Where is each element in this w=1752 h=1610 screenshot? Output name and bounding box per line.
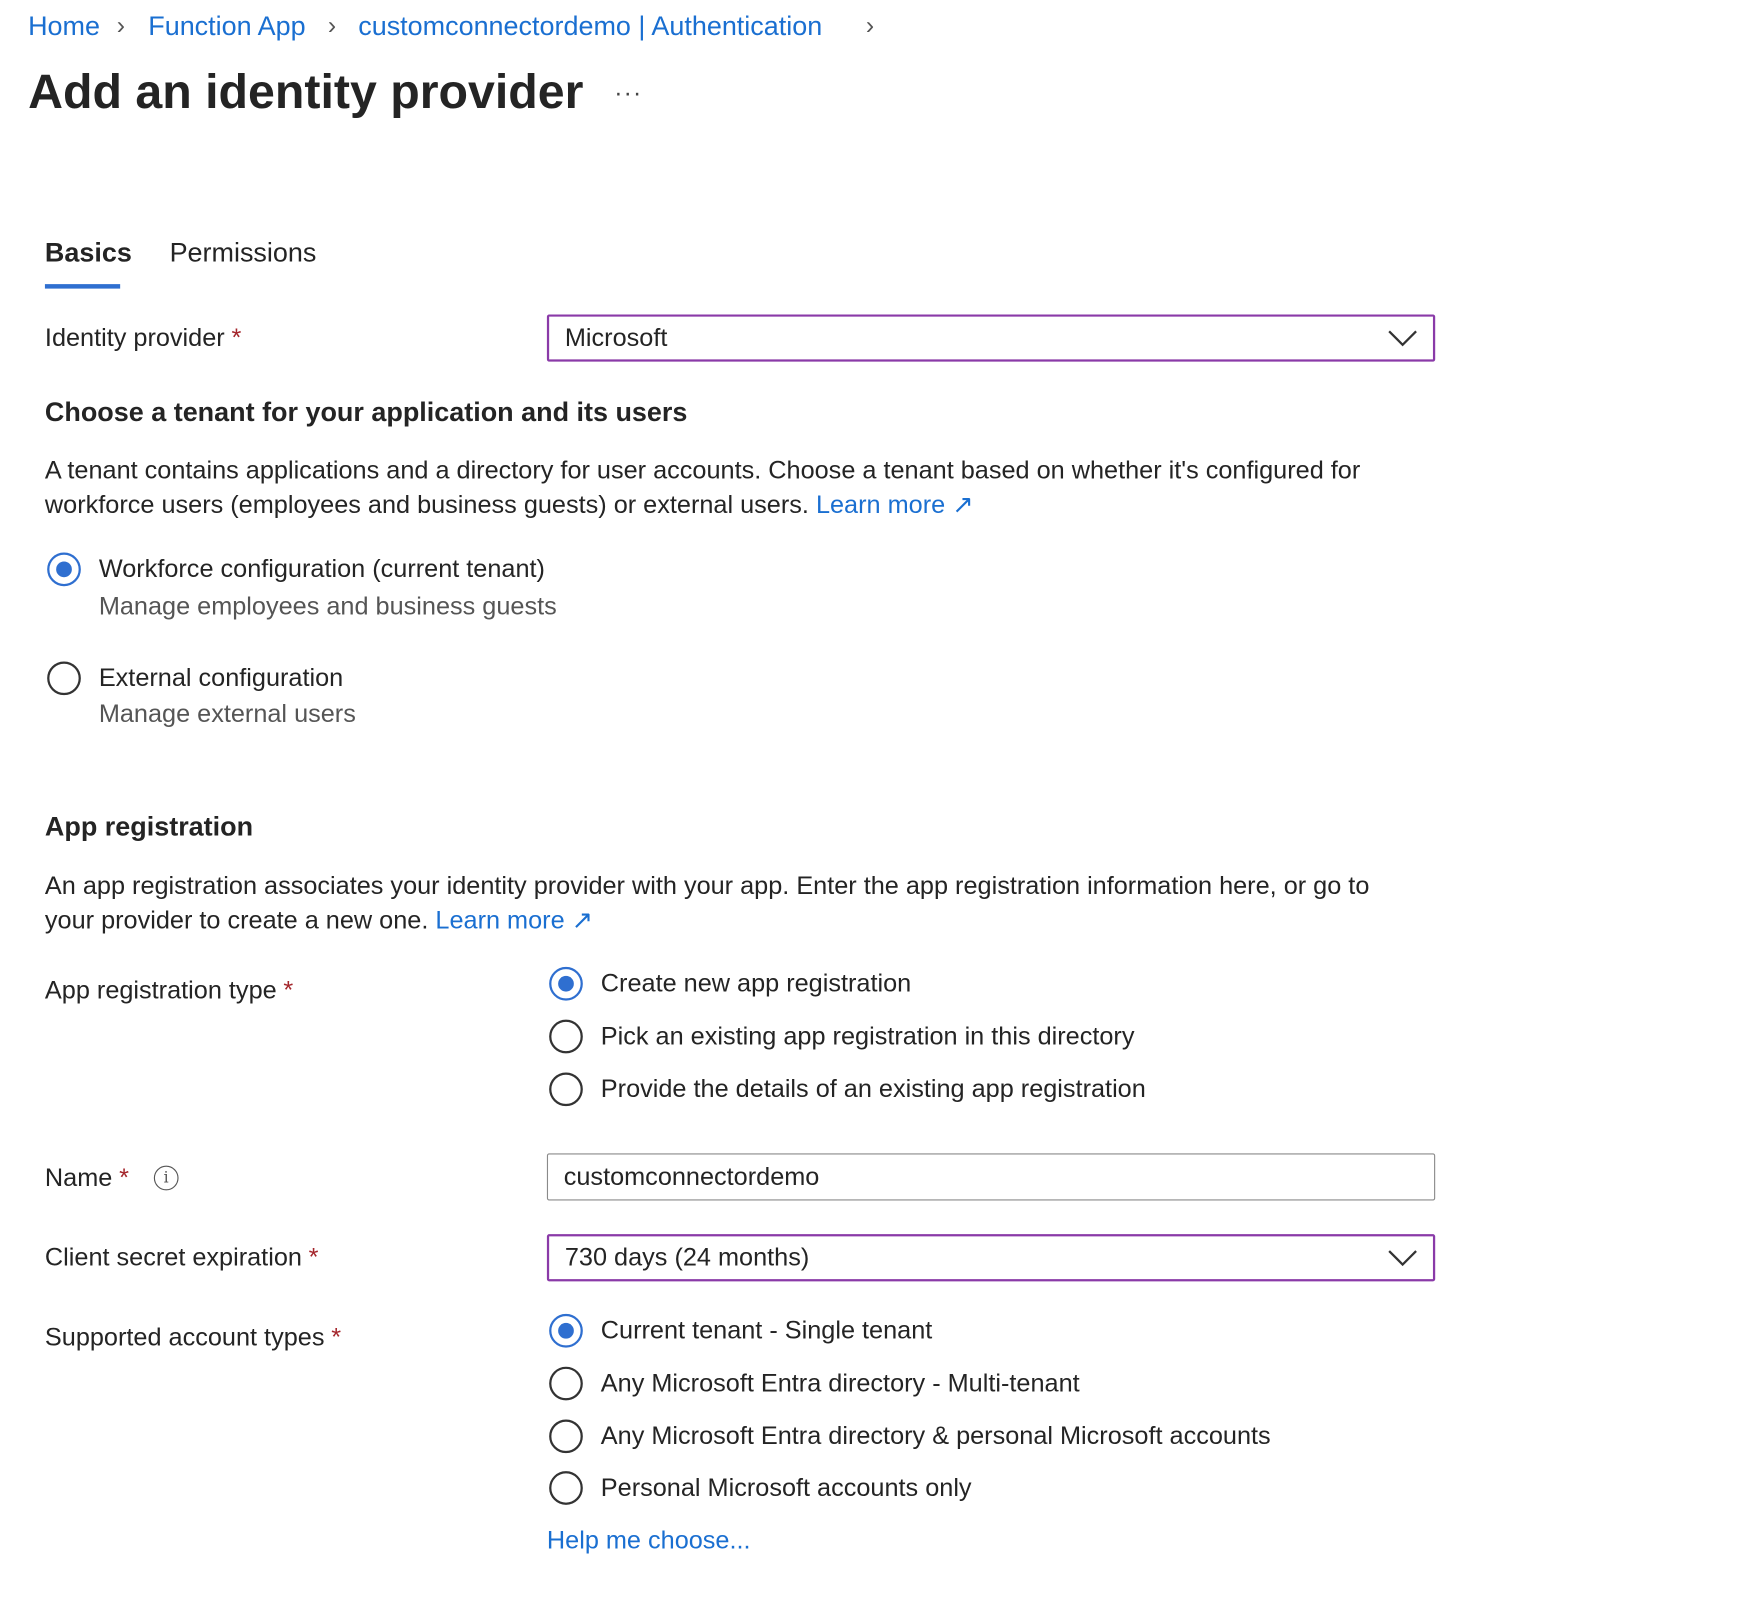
- radio-sublabel: Manage employees and business guests: [98, 591, 557, 620]
- radio-label: Workforce configuration (current tenant): [98, 554, 545, 583]
- radio-provide-details[interactable]: [549, 1072, 583, 1106]
- radio-label: External configuration: [98, 663, 344, 692]
- radio-label: Create new app registration: [600, 969, 912, 998]
- label-text: Client secret expiration: [44, 1243, 302, 1272]
- radio-create-new[interactable]: [549, 967, 583, 1001]
- app-registration-description: [45, 868, 1369, 938]
- desc-text: your provider to create a new one.: [44, 906, 429, 935]
- chevron-right-icon: ›: [116, 11, 126, 40]
- radio-label: Any Microsoft Entra directory & personal Microsoft accounts: [600, 1421, 1271, 1450]
- breadcrumb-function-app[interactable]: Function App: [148, 11, 306, 42]
- desc-line: A tenant contains applications and a directory for user accounts. Choose a tenant based on whether it's configured for: [44, 455, 1361, 485]
- radio-multi-tenant-personal[interactable]: [549, 1419, 583, 1453]
- radio-label: Pick an existing app registration in this directory: [600, 1021, 1135, 1051]
- page-title: Add an identity provider: [28, 65, 584, 120]
- tab-permissions[interactable]: Permissions: [169, 238, 317, 269]
- name-label: [45, 1163, 129, 1192]
- desc-text: workforce users (employees and business guests) or external users.: [44, 490, 809, 519]
- app-registration-heading: App registration: [44, 811, 254, 843]
- learn-more-text: Learn more: [815, 490, 946, 519]
- input-value: customconnectordemo: [563, 1162, 820, 1191]
- dropdown-value: 730 days (24 months): [564, 1243, 810, 1272]
- chevron-right-icon: ›: [327, 11, 337, 40]
- required-marker: *: [308, 1243, 319, 1272]
- learn-more-text: Learn more: [435, 906, 565, 935]
- radio-personal-only[interactable]: [549, 1471, 583, 1505]
- external-link-icon: ↗: [952, 490, 974, 519]
- external-link-icon: ↗: [571, 906, 593, 935]
- identity-provider-dropdown[interactable]: [547, 314, 1435, 361]
- breadcrumb-home[interactable]: Home: [28, 11, 100, 42]
- radio-workforce[interactable]: [47, 553, 81, 587]
- radio-multi-tenant[interactable]: [549, 1367, 583, 1401]
- desc-line: [45, 487, 1360, 522]
- radio-sublabel: Manage external users: [98, 699, 356, 728]
- radio-single-tenant[interactable]: [549, 1314, 583, 1348]
- label-text: Name: [44, 1163, 113, 1192]
- required-marker: *: [331, 1322, 342, 1351]
- label-text: Identity provider: [44, 323, 225, 352]
- label-text: Supported account types: [44, 1322, 325, 1351]
- radio-label: Personal Microsoft accounts only: [600, 1473, 972, 1502]
- chevron-down-icon: [1388, 1249, 1417, 1267]
- tab-selected-indicator: [45, 284, 120, 288]
- tenant-heading: Choose a tenant for your application and its users: [44, 397, 688, 428]
- dropdown-value: Microsoft: [564, 323, 668, 352]
- breadcrumb-authentication[interactable]: customconnectordemo | Authentication: [358, 11, 823, 42]
- account-types-label: [45, 1323, 341, 1352]
- more-options-icon[interactable]: ···: [614, 78, 643, 107]
- chevron-right-icon: ›: [865, 11, 875, 40]
- identity-provider-label: [45, 323, 241, 352]
- help-me-choose-link[interactable]: Help me choose...: [546, 1526, 751, 1555]
- label-text: App registration type: [44, 975, 277, 1004]
- radio-label: Any Microsoft Entra directory - Multi-tenant: [600, 1368, 1080, 1398]
- desc-line: An app registration associates your identity provider with your app. Enter the app registration information here, or go to: [44, 871, 1370, 900]
- app-registration-type-label: [45, 976, 293, 1005]
- learn-more-link[interactable]: [816, 491, 973, 519]
- required-marker: *: [231, 323, 242, 352]
- client-secret-label: [45, 1243, 319, 1272]
- tenant-description: [45, 453, 1360, 523]
- client-secret-dropdown[interactable]: [547, 1234, 1435, 1281]
- radio-external[interactable]: [47, 661, 81, 695]
- radio-pick-existing[interactable]: [549, 1020, 583, 1054]
- learn-more-link[interactable]: [435, 906, 592, 934]
- name-input[interactable]: [547, 1153, 1435, 1200]
- info-icon[interactable]: i: [154, 1166, 179, 1191]
- required-marker: *: [119, 1163, 129, 1192]
- radio-label: Provide the details of an existing app registration: [600, 1074, 1146, 1103]
- tab-basics[interactable]: Basics: [44, 238, 132, 269]
- required-marker: *: [283, 975, 294, 1004]
- desc-line: [45, 903, 1369, 938]
- chevron-down-icon: [1388, 329, 1417, 347]
- radio-label: Current tenant - Single tenant: [600, 1316, 933, 1345]
